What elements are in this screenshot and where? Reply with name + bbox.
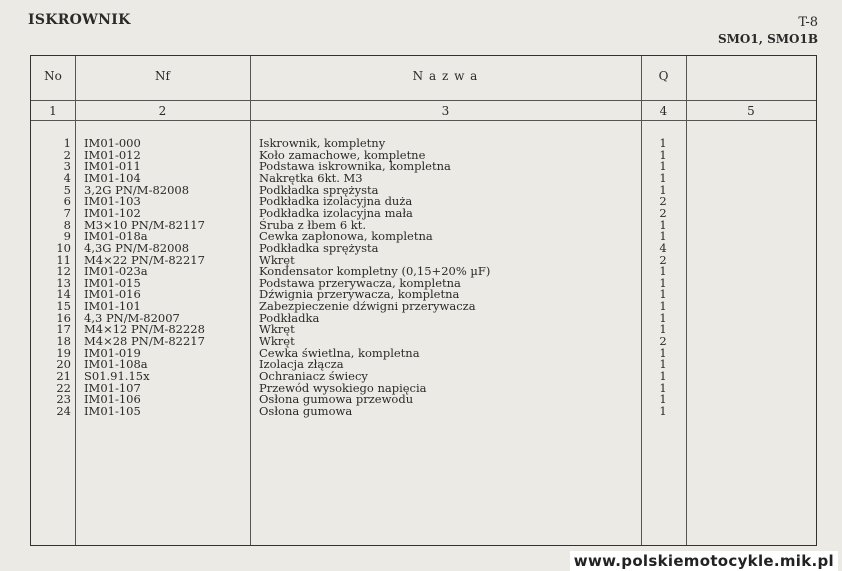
table-row <box>31 161 816 173</box>
table-row <box>31 394 816 406</box>
page-title: ISKROWNIK <box>28 12 131 28</box>
row-q: 1 <box>659 229 667 244</box>
column-number: 5 <box>747 104 755 118</box>
row-nf: IM01-108a <box>84 357 148 372</box>
row-no: 20 <box>56 357 71 372</box>
column-header-q: Q <box>658 69 669 83</box>
row-q: 1 <box>659 147 667 162</box>
row-nf: M4×22 PN/M-82217 <box>84 252 205 267</box>
row-nf: IM01-101 <box>84 299 141 314</box>
table-row <box>31 196 816 208</box>
row-no: 3 <box>63 159 71 174</box>
row-q: 1 <box>659 287 667 302</box>
row-no: 17 <box>56 322 71 337</box>
row-q: 1 <box>659 357 667 372</box>
row-nazwa: Iskrownik, kompletny <box>259 136 386 150</box>
column-number: 3 <box>441 104 450 118</box>
row-q: 1 <box>659 322 667 337</box>
row-no: 16 <box>56 310 71 325</box>
row-no: 15 <box>56 299 71 314</box>
row-nf: S01.91.15x <box>84 369 150 383</box>
row-no: 11 <box>56 252 71 267</box>
row-nf: IM01-103 <box>84 194 141 209</box>
column-header-nazwa: N a z w a <box>412 69 479 83</box>
row-nazwa: Osłona gumowa przewodu <box>259 392 414 407</box>
row-q: 1 <box>659 275 667 290</box>
row-no: 5 <box>63 182 71 197</box>
row-nf: 3,2G PN/M-82008 <box>84 182 190 197</box>
row-nazwa: Dźwignia przerywacza, kompletna <box>259 287 460 302</box>
row-q: 2 <box>659 252 667 267</box>
row-nf: IM01-019 <box>84 345 141 360</box>
column-header-no: No <box>44 69 62 83</box>
row-q: 1 <box>659 299 667 314</box>
row-q: 1 <box>659 170 667 185</box>
row-nf: IM01-012 <box>84 147 141 162</box>
row-nazwa: Podkładka izolacyjna mała <box>259 205 413 220</box>
row-q: 1 <box>659 217 667 232</box>
table-row <box>31 336 816 348</box>
row-no: 13 <box>56 275 71 290</box>
row-q: 1 <box>659 310 667 325</box>
header-divider <box>31 120 816 121</box>
row-no: 10 <box>56 240 71 255</box>
row-q: 1 <box>659 403 667 418</box>
row-q: 4 <box>659 240 667 255</box>
row-nazwa: Wkręt <box>259 334 295 349</box>
row-no: 18 <box>56 334 71 349</box>
parts-table <box>30 55 817 546</box>
row-nf: 4,3G PN/M-82008 <box>84 240 190 255</box>
row-nazwa: Wkręt <box>259 322 295 337</box>
row-nf: M3×10 PN/M-82117 <box>84 217 205 232</box>
column-number: 2 <box>158 104 167 118</box>
row-nf: IM01-104 <box>84 170 141 185</box>
row-no: 19 <box>56 345 71 360</box>
row-nf: IM01-018a <box>84 229 148 244</box>
row-nazwa: Ochraniacz świecy <box>259 369 368 383</box>
row-nazwa: Cewka świetlna, kompletna <box>259 345 420 360</box>
row-no: 1 <box>63 136 71 150</box>
row-nazwa: Wkręt <box>259 252 295 267</box>
row-nf: M4×28 PN/M-82217 <box>84 334 205 349</box>
row-no: 12 <box>56 264 71 279</box>
row-no: 2 <box>63 147 71 162</box>
row-nazwa: Nakrętka 6kt. M3 <box>259 170 363 185</box>
row-nazwa: Osłona gumowa <box>259 403 353 418</box>
header-divider <box>31 100 816 101</box>
row-q: 2 <box>659 205 667 220</box>
row-nf: IM01-105 <box>84 403 141 418</box>
row-q: 2 <box>659 194 667 209</box>
row-nf: IM01-107 <box>84 380 141 395</box>
row-nazwa: Przewód wysokiego napięcia <box>259 380 427 395</box>
row-nazwa: Zabezpieczenie dźwigni przerywacza <box>259 299 476 314</box>
row-q: 1 <box>659 380 667 395</box>
row-nazwa: Podstawa iskrownika, kompletna <box>259 159 451 174</box>
row-nazwa: Izolacja złącza <box>259 357 344 372</box>
row-nf: IM01-106 <box>84 392 141 407</box>
row-nf: IM01-102 <box>84 205 141 220</box>
column-header-nf: Nf <box>155 69 170 83</box>
row-no: 14 <box>56 287 71 302</box>
row-no: 8 <box>63 217 71 232</box>
row-nf: IM01-000 <box>84 136 141 150</box>
row-q: 1 <box>659 369 667 383</box>
row-no: 4 <box>63 170 71 185</box>
row-nazwa: Podstawa przerywacza, kompletna <box>259 275 461 290</box>
row-nf: M4×12 PN/M-82228 <box>84 322 205 337</box>
footer-url: www.polskiemotocykle.mik.pl <box>570 551 838 571</box>
row-no: 7 <box>63 205 71 220</box>
row-q: 1 <box>659 264 667 279</box>
row-q: 1 <box>659 345 667 360</box>
row-no: 21 <box>56 369 71 383</box>
row-nazwa: Kondensator kompletny (0,15+20% µF) <box>259 264 491 279</box>
row-q: 1 <box>659 136 667 150</box>
row-nazwa: Śruba z łbem 6 kt. <box>259 217 367 232</box>
row-nazwa: Podkładka izolacyjna duża <box>259 194 413 209</box>
row-no: 22 <box>56 380 71 395</box>
table-row <box>31 403 816 418</box>
row-no: 24 <box>56 403 71 418</box>
row-no: 9 <box>63 229 71 244</box>
table-row <box>31 182 816 197</box>
row-no: 6 <box>63 194 71 209</box>
column-number: 4 <box>659 104 668 118</box>
row-nazwa: Cewka zapłonowa, kompletna <box>259 229 433 244</box>
row-q: 2 <box>659 334 667 349</box>
table-row <box>31 345 816 360</box>
row-q: 1 <box>659 392 667 407</box>
row-q: 1 <box>659 182 667 197</box>
page-code-block <box>718 14 818 48</box>
row-nf: 4,3 PN/M-82007 <box>84 310 180 325</box>
models-label: SMO1, SMO1B <box>717 32 818 46</box>
row-nf: IM01-011 <box>84 159 141 174</box>
row-nf: IM01-016 <box>84 287 141 302</box>
page-code: T-8 <box>798 15 818 30</box>
row-nazwa: Podkładka sprężysta <box>259 182 379 197</box>
row-no: 23 <box>56 392 71 407</box>
row-nf: IM01-023a <box>84 264 148 279</box>
row-nazwa: Koło zamachowe, kompletne <box>259 147 426 162</box>
row-nazwa: Podkładka sprężysta <box>259 240 379 255</box>
table-row <box>31 380 816 395</box>
row-q: 1 <box>659 159 667 174</box>
row-nf: IM01-015 <box>84 275 141 290</box>
column-number: 1 <box>49 104 57 118</box>
row-nazwa: Podkładka <box>259 310 320 325</box>
